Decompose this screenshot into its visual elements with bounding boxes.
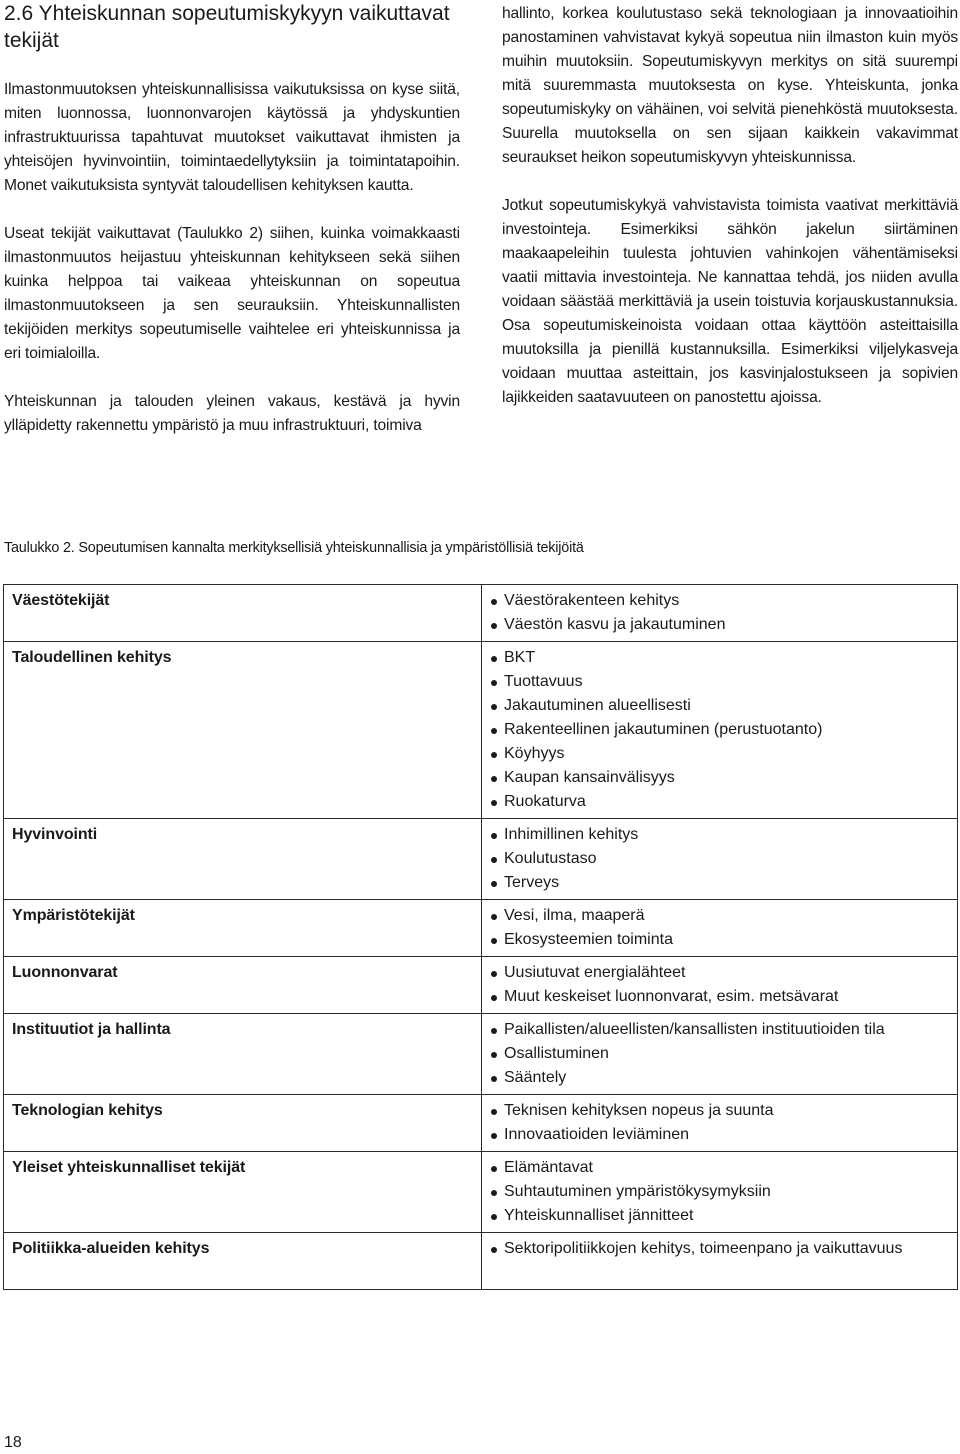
items-cell bbox=[482, 1014, 958, 1095]
items-cell bbox=[482, 1152, 958, 1233]
factor-cell: Hyvinvointi bbox=[4, 819, 482, 900]
list-item: Tuottavuus bbox=[490, 670, 949, 694]
factor-cell: Teknologian kehitys bbox=[4, 1095, 482, 1152]
list-item: Ekosysteemien toiminta bbox=[490, 928, 949, 952]
table-row bbox=[4, 1233, 958, 1290]
items-cell bbox=[482, 585, 958, 642]
factor-cell: Ympäristötekijät bbox=[4, 900, 482, 957]
list-item: Ruokaturva bbox=[490, 790, 949, 814]
table-row bbox=[4, 642, 958, 819]
table-row bbox=[4, 900, 958, 957]
items-cell bbox=[482, 1095, 958, 1152]
left-column bbox=[4, 0, 460, 438]
item-list bbox=[490, 1018, 949, 1090]
factor-cell: Väestötekijät bbox=[4, 585, 482, 642]
table-row bbox=[4, 585, 958, 642]
item-list bbox=[490, 1237, 949, 1261]
item-list bbox=[490, 961, 949, 1009]
list-item: BKT bbox=[490, 646, 949, 670]
table-row bbox=[4, 819, 958, 900]
table-row bbox=[4, 1014, 958, 1095]
paragraph-adaptive-capacity: hallinto, korkea koulutustaso sekä teknologiaan ja innovaatioihin panostaminen vahvistavat kykyä sopeutua niin ilmaston kuin myös muihin muutoksiin. Sopeutumiskyvyn merkitys on sitä suurempi mitä suuremmasta muutoksesta on kyse. Yhteiskunta, jonka sopeutumiskyky on vähäinen, voi selvitä pienehköstä muutoksesta. Suurella muutoksella on sen sijaan kaikkein vakavimmat seuraukset heikon sopeutumiskyvyn yhteiskunnissa. bbox=[502, 5, 958, 166]
items-cell bbox=[482, 819, 958, 900]
list-item: Köyhyys bbox=[490, 742, 949, 766]
item-list bbox=[490, 1156, 949, 1228]
list-item: Inhimillinen kehitys bbox=[490, 823, 949, 847]
factors-table-body bbox=[4, 585, 958, 1290]
list-item: Innovaatioiden leviäminen bbox=[490, 1123, 949, 1147]
list-item: Sääntely bbox=[490, 1066, 949, 1090]
list-item: Kaupan kansainvälisyys bbox=[490, 766, 949, 790]
paragraph-stability: Yhteiskunnan ja talouden yleinen vakaus, kestävä ja hyvin ylläpidetty rakennettu ympäristö ja muu infrastruktuuri, toimiva bbox=[4, 393, 460, 434]
items-cell bbox=[482, 957, 958, 1014]
factors-table bbox=[3, 584, 958, 1290]
list-item: Osallistuminen bbox=[490, 1042, 949, 1066]
items-cell bbox=[482, 1233, 958, 1290]
list-item: Rakenteellinen jakautuminen (perustuotanto) bbox=[490, 718, 949, 742]
list-item: Koulutustaso bbox=[490, 847, 949, 871]
list-item: Uusiutuvat energialähteet bbox=[490, 961, 949, 985]
list-item: Vesi, ilma, maaperä bbox=[490, 904, 949, 928]
item-list bbox=[490, 904, 949, 952]
page-number: 18 bbox=[4, 1434, 22, 1451]
section-title: 2.6 Yhteiskunnan sopeutumiskykyyn vaikuttavat tekijät bbox=[4, 2, 450, 52]
right-column bbox=[502, 2, 958, 410]
factor-cell: Taloudellinen kehitys bbox=[4, 642, 482, 819]
list-item: Jakautuminen alueellisesti bbox=[490, 694, 949, 718]
paragraph-intro: Ilmastonmuutoksen yhteiskunnallisissa vaikutuksissa on kyse siitä, miten luonnossa, luonnonvarojen käytössä ja yhdyskuntien infrastruktuurissa tapahtuvat muutokset vaikuttavat ihmisten ja yhteisöjen hyvinvointiin, toimintaedellytyksiin ja toimintatapoihin. Monet vaikutuksista syntyvät taloudellisen kehityksen kautta. bbox=[4, 81, 460, 194]
item-list bbox=[490, 823, 949, 895]
table-row bbox=[4, 1152, 958, 1233]
table-row bbox=[4, 957, 958, 1014]
paragraph-factors: Useat tekijät vaikuttavat (Taulukko 2) siihen, kuinka voimakkaasti ilmastonmuutos heijastuu yhteiskunnan kehitykseen sekä siihen kuinka helppoa tai vaikeaa yhteiskunnan on sopeutua ilmastonmuutokseen ja sen seurauksiin. Yhteiskunnallisten tekijöiden merkitys sopeutumiselle vaihtelee eri yhteiskunnissa ja eri toimialoilla. bbox=[4, 225, 460, 362]
list-item: Väestörakenteen kehitys bbox=[490, 589, 949, 613]
item-list bbox=[490, 589, 949, 637]
items-cell bbox=[482, 642, 958, 819]
list-item: Yhteiskunnalliset jännitteet bbox=[490, 1204, 949, 1228]
item-list bbox=[490, 1099, 949, 1147]
list-item: Väestön kasvu ja jakautuminen bbox=[490, 613, 949, 637]
factor-cell: Instituutiot ja hallinta bbox=[4, 1014, 482, 1095]
item-list bbox=[490, 646, 949, 814]
list-item: Terveys bbox=[490, 871, 949, 895]
factor-cell: Yleiset yhteiskunnalliset tekijät bbox=[4, 1152, 482, 1233]
items-cell bbox=[482, 900, 958, 957]
list-item: Suhtautuminen ympäristökysymyksiin bbox=[490, 1180, 949, 1204]
factor-cell: Politiikka-alueiden kehitys bbox=[4, 1233, 482, 1290]
list-item: Paikallisten/alueellisten/kansallisten instituutioiden tila bbox=[490, 1018, 949, 1042]
table-caption: Taulukko 2. Sopeutumisen kannalta merkityksellisiä yhteiskunnallisia ja ympäristöllisiä tekijöitä bbox=[4, 540, 584, 556]
list-item: Teknisen kehityksen nopeus ja suunta bbox=[490, 1099, 949, 1123]
list-item: Elämäntavat bbox=[490, 1156, 949, 1180]
list-item: Sektoripolitiikkojen kehitys, toimeenpano ja vaikuttavuus bbox=[490, 1237, 949, 1261]
table-row bbox=[4, 1095, 958, 1152]
factor-cell: Luonnonvarat bbox=[4, 957, 482, 1014]
list-item: Muut keskeiset luonnonvarat, esim. metsävarat bbox=[490, 985, 949, 1009]
paragraph-investments: Jotkut sopeutumiskykyä vahvistavista toimista vaativat merkittäviä investointeja. Esimerkiksi sähkön jakelun siirtäminen maakaapeleihin tuulesta johtuvien vahinkojen vähentämiseksi vaatii mittavia investointeja. Ne kannattaa tehdä, jos niiden avulla voidaan säästää merkittäviä ja usein toistuvia korjauskustannuksia. Osa sopeutumiskeinoista voidaan ottaa käyttöön asteittaisilla muutoksilla ja pienillä kustannuksilla. Esimerkiksi viljelykasveja voidaan muuttaa asteittain, jos kasvinjalostukseen ja sopivien lajikkeiden saatavuuteen on panostettu ajoissa. bbox=[502, 197, 958, 406]
